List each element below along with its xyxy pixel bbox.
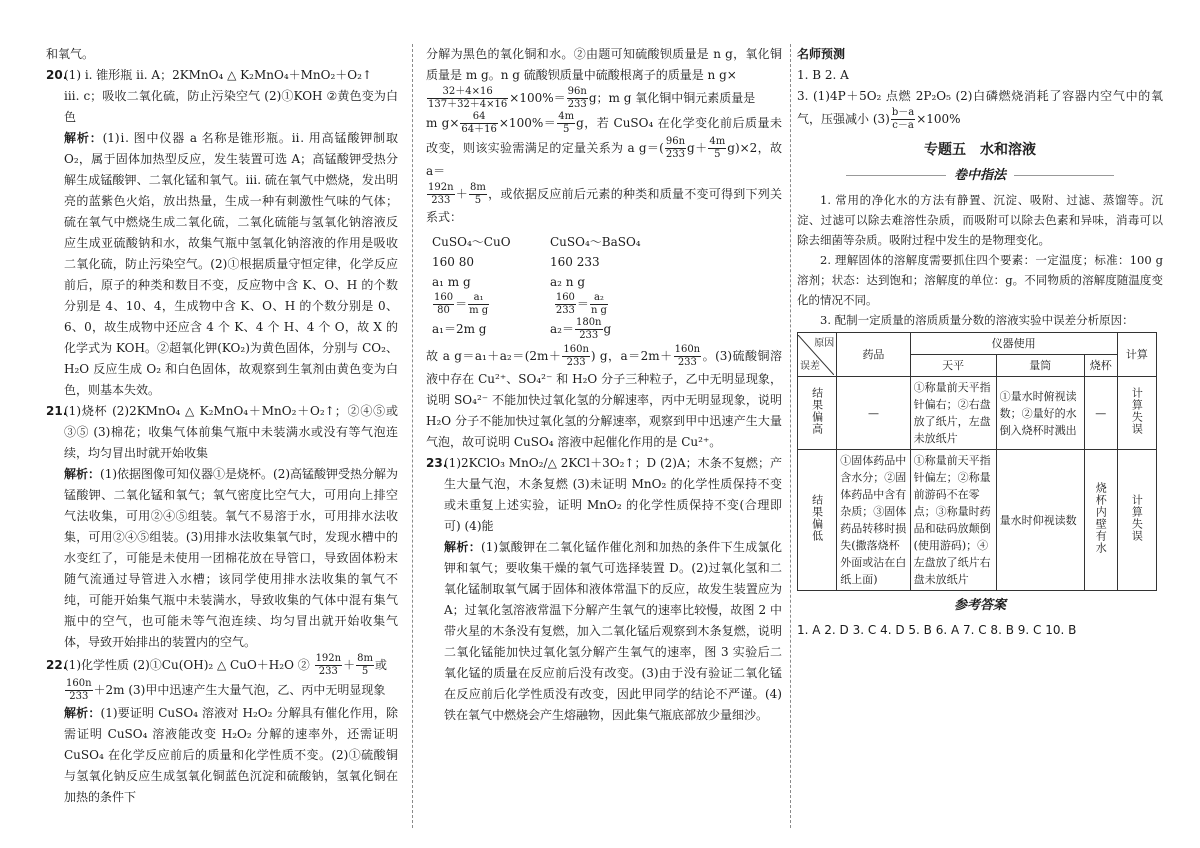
fraction: $\frac{160n}{233}$ xyxy=(674,344,701,368)
tip-2: 2. 理解固体的溶解度需要抓住四个要素：一定温度；标准：100 g 溶剂；状态：达到饱和；溶解度的单位：g。不同物质的溶解度随温度变化的情况不同。 xyxy=(797,253,1163,307)
column-middle xyxy=(426,44,782,726)
tip-3: 3. 配制一定质量的溶质质量分数的溶液实验中误差分析原因： xyxy=(820,313,1134,327)
column-left xyxy=(46,44,398,808)
header-cylinder: 量筒 xyxy=(996,355,1084,377)
continued-text: 和氧气。 xyxy=(46,47,95,61)
question-number: 23. xyxy=(426,456,448,470)
header-scale: 天平 xyxy=(910,355,996,377)
fraction: $\frac{160n}{233}$ xyxy=(66,678,92,702)
analysis-text: (1)ⅰ. 图中仪器 a 名称是锥形瓶。ⅱ. 用高锰酸钾制取 O₂，属于固体加热型反应，发生装置可选 A；高锰酸钾受热分解生成锰酸钾、二氧化锰和氧气。ⅲ. 硫在氧气中燃烧，发出明亮的蓝紫色火焰，放出热量，生成一种有刺激性气味的气体；硫在氧气中燃烧生成二氧化硫，二氧化硫能与氢氧化钠溶液反应生成亚硫酸钠和水，故集气瓶中氢氧化钠溶液的作用是吸收二氧化硫，防止污染空气。(2)①根据质量守恒定律，化学反应前后，原子的种类和数目不变，反应物中含 K、O、H 的个数分别是 4、10、4，生成物中含 K、O、H 的个数分别是 0、6、0，故生成物中还应含 4 个 K、4 个 H、4 个 O，故 X 的化学式为 KOH。②超氧化钾(KO₂)为黄色固体，分别与 CO₂、H₂O 反应生成 O₂ 和白色固体，故观察到生氧剂由黄色变为白色，则基本失效。 xyxy=(64,131,398,397)
answer-line: (1)化学性质 (2)①Cu(OH)₂ △ CuO＋H₂O ② xyxy=(64,658,310,672)
analysis-text: (1)氯酸钾在二氧化锰作催化剂和加热的条件下生成氯化钾和氧气；要收集干燥的氧气可选择装置 D。(2)过氧化氢和二氧化锰制取氧气属于固体和液体常温下的反应，故发生装置应为 A；过氧化氢溶液常温下分解产生氧气的速率比较慢，故图 2 中带火星的木条没有复燃，加入二氧化锰后观察到木条复燃，说明二氧化锰能加快过氧化氢分解产生氧气的速率，图 3 实验后二氧化锰的质量在反应前后没有改变。(3)由于没有验证二氧化锰在反应前后化学性质没有改变，因此甲同学的结论不严谨。(4)铁在氧气中燃烧会产生熔融物，因此集气瓶底部放少量细沙。 xyxy=(444,540,782,722)
error-analysis-table xyxy=(797,332,1157,591)
fraction: $\frac{b-a}{c-a}$ xyxy=(891,107,915,131)
corner-cell: 原因 误差 xyxy=(798,333,837,377)
header-beaker: 烧杯 xyxy=(1084,355,1117,377)
analysis-label: 解析： xyxy=(64,131,103,145)
column-divider-2 xyxy=(790,44,791,828)
answer-key: 1. A 2. D 3. C 4. D 5. B 6. A 7. C 8. B 9. C 10. B xyxy=(797,623,1077,637)
fraction: $\frac{96n}{233}$ xyxy=(665,136,686,160)
row-label: 结果偏低 xyxy=(810,493,824,542)
fraction: $\frac{160n}{233}$ xyxy=(563,344,589,368)
fraction: $\frac{192n}{233}$ xyxy=(315,653,342,677)
prediction-answers: 1. B 2. A xyxy=(797,68,849,82)
topic-title: 专题五 水和溶液 xyxy=(924,142,1036,158)
question-21 xyxy=(46,401,398,653)
fraction: $\frac{4m}{5}$ xyxy=(709,136,726,160)
question-20 xyxy=(46,65,398,401)
answer-line: (1)烧杯 (2)2KMnO₄ △ K₂MnO₄＋MnO₂＋O₂↑；②④⑤或③⑤ (3)棉花；收集气体前集气瓶中未装满水或没有等气泡连续，均匀冒出时就开始收集 xyxy=(64,404,398,460)
fraction: $\frac{96n}{233}$ xyxy=(567,86,587,110)
relation-block: CuSO₄～CuO CuSO₄～BaSO₄ 160 80 160 233 a₁ m g a₂ n g $\frac{160}{80}$ ＝ $\frac{\text{a₁}}{\text{m g}}$ $\frac{160}{233}$ ＝ $\frac{\text{a₂}}{\text{n g}}$ a₁＝2m g a₂＝ $\frac{180n}{233}$ g xyxy=(432,235,641,341)
answers-title: 参考答案 xyxy=(953,598,1006,613)
table-row: 结果偏高 — ①称量前天平指针偏右；②右盘放了纸片，左盘未放纸片 ①量水时俯视读数；②量好的水倒入烧杯时溅出 — 计算失误 xyxy=(798,377,1157,450)
answer-line: (1)2KClO₃ MnO₂/△ 2KCl＋3O₂↑；D (2)A；木条不复燃；产生大量气泡，木条复燃 (3)未证明 MnO₂ 的化学性质保持不变或未重复上述实验，证明 MnO₂ 的化学性质保持不变(合理即可) (4)能 xyxy=(444,456,782,533)
fraction: $\frac{192n}{233}$ xyxy=(428,182,454,206)
row-label: 结果偏高 xyxy=(810,386,824,435)
question-number: 22. xyxy=(46,658,68,672)
analysis-text: 故 a g＝a₁＋a₂＝(2m＋ $\frac{160n}{233}$ ) g，a＝2m＋ $\frac{160n}{233}$ 。(3)硫酸铜溶液中存在 Cu²⁺、SO₄²⁻ 和 H₂O 分子三种粒子，乙中无明显现象，说明 SO₄²⁻ 不能加快过氧化氢的分解速率，丙中无明显现象，说明 H₂O 分子不能加快过氧化氢的分解速率，观察到甲中迅速产生大量气泡，故可说明 CuSO₄ 溶液中起催化作用的是 Cu²⁺。 xyxy=(426,344,782,449)
fraction: $\frac{4m}{5}$ xyxy=(558,111,575,135)
answers-banner xyxy=(797,595,1163,616)
section-title: 卷中指法 xyxy=(953,168,1006,183)
question-number: 20. xyxy=(46,68,68,82)
analysis-label: 解析： xyxy=(64,467,101,481)
analysis-label: 解析： xyxy=(444,540,482,554)
section-banner xyxy=(797,165,1163,186)
analysis-label: 解析： xyxy=(64,706,101,720)
question-23 xyxy=(426,453,782,726)
question-number: 21. xyxy=(46,404,68,418)
answer-line: ＋2m (3)甲中迅速产生大量气泡，乙、丙中无明显现象 xyxy=(93,683,386,697)
prediction-answer-3: 3. (1)4P＋5O₂ 点燃 2P₂O₅ (2)白磷燃烧消耗了容器内空气中的氧气，压强减小 (3) $\frac{b-a}{c-a}$ ×100% xyxy=(797,89,1163,131)
prediction-title: 名师预测 xyxy=(797,47,846,61)
analysis-text: 分解为黑色的氧化铜和水。②由题可知硫酸钡质量是 n g，氧化铜质量是 m g。n g 硫酸钡质量中硫酸根离子的质量是 n g× $\frac{32+4\times 16}{137+32+4\times 16}$ ×100%＝ $\frac{96n}{233}$ g；m g 氧化铜中铜元素质量是 m g× $\frac{64}{64+16}$ ×100%＝ $\frac{4m}{5}$ g，若 CuSO₄ 在化学变化前后质量未改变，则该实验需满足的定量关系为 a g＝( $\frac{96n}{233}$ g＋ $\frac{4m}{5}$ g)×2，故 a＝ $\frac{192n}{233}$ ＋ $\frac{8m}{5}$ ，或依据反应前后元素的种类和质量不变可得到下列关系式： xyxy=(426,47,782,224)
header-calc: 计算 xyxy=(1117,333,1156,377)
fraction: $\frac{8m}{5}$ xyxy=(357,653,373,677)
header-drug: 药品 xyxy=(837,333,910,377)
fraction: $\frac{64}{64+16}$ xyxy=(461,111,497,135)
tip-1: 1. 常用的净化水的方法有静置、沉淀、吸附、过滤、蒸馏等。沉淀、过滤可以除去难溶性杂质，而吸附可以除去色素和异味，消毒可以除去细菌等杂质。吸附过程中发生的是物理变化。 xyxy=(797,193,1163,247)
header-instrument: 仪器使用 xyxy=(910,333,1117,355)
analysis-text: (1)依据图像可知仪器①是烧杯。(2)高锰酸钾受热分解为锰酸钾、二氧化锰和氧气；氧气密度比空气大，可用向上排空气法收集，可用②④⑤组装。氧气不易溶于水，可用排水法收集，可用②④⑤组装。(3)用排水法收集氧气时，发现水槽中的水变红了，可能是未使用一团棉花放在导管口，导致固体粉末随气流通过导管进入水槽；该同学使用排水法收集的氧气不纯，可能开始集气瓶中未装满水，导致收集的气体中混有集气瓶中的空气，也可能未等气泡连续、均匀冒出就开始收集气体，导致开始排出的装置内的空气。 xyxy=(64,467,399,649)
answer-line: (1) ⅰ. 锥形瓶 ⅱ. A；2KMnO₄ △ K₂MnO₄＋MnO₂＋O₂↑ xyxy=(64,68,372,82)
fraction: $\frac{8m}{5}$ xyxy=(470,182,486,206)
question-22: 22.(1)化学性质 (2)①Cu(OH)₂ △ CuO＋H₂O ② $\frac{192n}{233}$ ＋ $\frac{8m}{5}$ 或 $\frac{160n}{233}$ ＋2m (3)甲中迅速产生大量气泡，乙、丙中无明显现象 解析：(1)要证明 CuSO₄ 溶液对 H₂O₂ 分解具有催化作用，除需证明 CuSO₄ 溶液能改变 H₂O₂ 分解的速率外，还需证明 CuSO₄ 在化学反应前后的质量和化学性质不变。(2)①硫酸铜与氢氧化钠反应生成氢氧化铜蓝色沉淀和硫酸钠，氢氧化铜在加热的条件下 xyxy=(46,653,398,804)
fraction: $\frac{32+4\times 16}{137+32+4\times 16}$ xyxy=(428,86,508,110)
column-divider-1 xyxy=(412,44,413,828)
answer-line: ⅲ. c；吸收二氧化硫，防止污染空气 (2)①KOH ②黄色变为白色 xyxy=(64,89,398,124)
column-right xyxy=(797,44,1163,641)
analysis-text: (1)要证明 CuSO₄ 溶液对 H₂O₂ 分解具有催化作用，除需证明 CuSO₄ 溶液能改变 H₂O₂ 分解的速率外，还需证明 CuSO₄ 在化学反应前后的质量和化学性质不变。(2)①硫酸铜与氢氧化钠反应生成氢氧化铜蓝色沉淀和硫酸钠，氢氧化铜在加热的条件下 xyxy=(64,706,398,804)
table-row: 结果偏低 ①固体药品中含水分；②固体药品中含有杂质；③固体药品转移时损失(撒落烧杯外面或沾在白纸上面) ①称量前天平指针偏左；②称量前游码不在零点；③称量时药品和砝码放颠倒(使用游码)；④左盘放了纸片右盘未放纸片 量水时仰视读数 烧杯内壁有水 计算失误 xyxy=(798,450,1157,591)
